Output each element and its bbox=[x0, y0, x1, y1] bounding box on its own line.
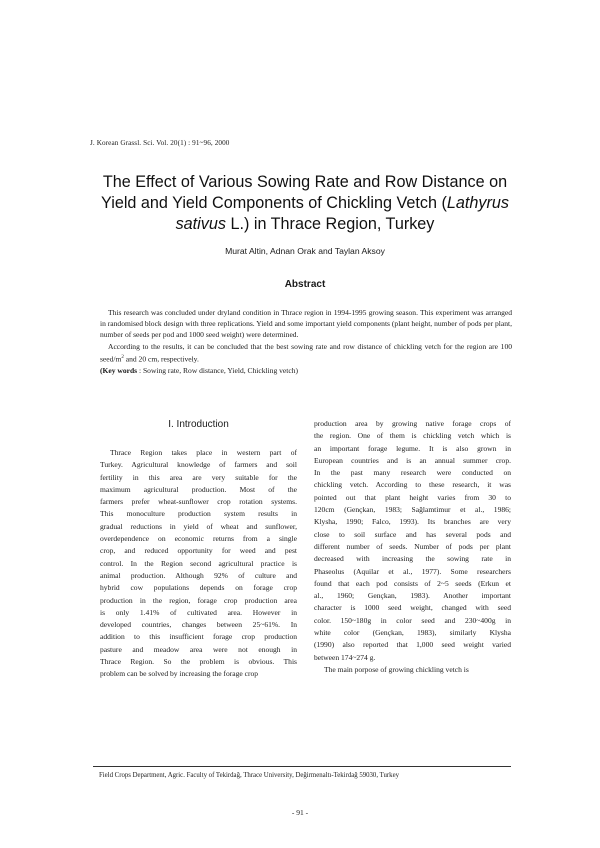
text-line: 120cm (Gençkan, 1983; Sağlamtimur et al., 1986; bbox=[314, 505, 511, 515]
text-line: problem can be solved by increasing the forage crop bbox=[100, 669, 259, 679]
paper-title bbox=[70, 172, 540, 235]
text-line: production area by growing native forage crops of bbox=[314, 419, 511, 428]
text-line: color. 150~180g in color seed and 230~400g in bbox=[314, 615, 511, 625]
text-line: Thrace Region. So the problem is obvious. This bbox=[100, 657, 297, 667]
abstract-p2-end: and 20 cm, respectively. bbox=[123, 354, 199, 364]
title-line-2 bbox=[70, 193, 540, 214]
title-genus: Lathyrus bbox=[446, 194, 509, 212]
text-line: gradual reductions in yield of wheat and sunflower, bbox=[100, 521, 297, 531]
text-line: In the past many research were conducted on bbox=[314, 468, 511, 478]
abstract-p2-text: According to the results, it can be concluded that the best sowing rate and row distance of chickling vetch for the region are 100 seed/m bbox=[100, 341, 512, 364]
text-line: is only 1.41% of cultivated area. However in bbox=[100, 607, 297, 617]
text-line: Turkey. Agricultural knowledge of farmers and soil bbox=[100, 460, 297, 470]
keywords bbox=[100, 365, 512, 376]
introduction-left-text bbox=[100, 447, 297, 681]
text-line: the region. One of them is chickling vetch which is bbox=[314, 431, 511, 441]
text-line: found that each pod consists of 2~5 seeds (Erkun et bbox=[314, 578, 511, 588]
text-line: pointed out that plant height varies from 30 to bbox=[314, 492, 511, 502]
text-line: al., 1960; Gençkan, 1983). Another important bbox=[314, 591, 511, 601]
title-line-3-text: L.) in Thrace Region, Turkey bbox=[225, 215, 435, 233]
text-line: European countries and is an annual summer crop. bbox=[314, 455, 511, 465]
introduction-heading: I. Introduction bbox=[168, 419, 229, 430]
text-line: crop, and reduced opportunity for weed and pest bbox=[100, 546, 297, 556]
text-line: chickling vetch. According to these research, it was bbox=[314, 480, 511, 490]
text-line: maximum agricultural production. Most of the bbox=[100, 484, 297, 494]
journal-reference: J. Korean Grassl. Sci. Vol. 20(1) : 91~96, 2000 bbox=[90, 139, 230, 147]
footnote-divider bbox=[93, 766, 511, 767]
text-line: fertility in this area are very suitable for the bbox=[100, 472, 297, 482]
text-line: production in the region, forage crop production area bbox=[100, 595, 297, 605]
keywords-text: : Sowing rate, Row distance, Yield, Chickling vetch) bbox=[137, 365, 299, 375]
introduction-right-text bbox=[314, 418, 511, 676]
text-line: Klysha, 1990; Falco, 1993). Its branches are very bbox=[314, 517, 511, 527]
text-line: (1990) also reported that 1,000 seed weight varied bbox=[314, 640, 511, 650]
text-line: hybrid cow populations depends on forage crop bbox=[100, 583, 297, 593]
page-number: - 91 - bbox=[291, 808, 309, 817]
text-line: white color (Gençkan, 1983), similarly Klysha bbox=[314, 628, 511, 638]
text-line: farmers prefer wheat-sunflower crop rotation systems. bbox=[100, 497, 297, 507]
abstract-paragraph-2 bbox=[100, 341, 512, 365]
text-line: The main porpose of growing chickling vetch is bbox=[324, 664, 469, 674]
text-line: Phaseolus (Aquilar et al., 1977). Some researchers bbox=[314, 566, 511, 576]
text-line: animal production. Although 92% of culture and bbox=[100, 570, 297, 580]
abstract-p2-superscript: 2 bbox=[121, 354, 124, 360]
left-column bbox=[100, 418, 297, 681]
text-line: an important forage legume. It is also grown in bbox=[314, 443, 511, 453]
right-column bbox=[314, 418, 511, 676]
text-line: different number of seeds. Number of pods per plant bbox=[314, 541, 511, 551]
text-line: addition to this insufficient forage crop production bbox=[100, 632, 297, 642]
text-line: overdependence on economic returns from a single bbox=[100, 534, 297, 544]
title-line-2-text: Yield and Yield Components of Chickling Vetch ( bbox=[101, 194, 447, 212]
title-line-3 bbox=[70, 214, 540, 235]
authors: Murat Altin, Adnan Orak and Taylan Aksoy bbox=[225, 246, 385, 256]
text-line: Thrace Region takes place in western part of bbox=[110, 448, 297, 457]
text-line: close to soil surface and has several pods and bbox=[314, 529, 511, 539]
text-line: decreased with increasing the sowing rate in bbox=[314, 554, 511, 564]
text-line: character is 1000 seed weight, changed with seed bbox=[314, 603, 511, 613]
text-line: between 174~274 g. bbox=[314, 652, 376, 662]
abstract-body bbox=[100, 307, 512, 376]
affiliation-footnote: Field Crops Department, Agric. Faculty of Tekirdağ, Thrace University, Değirmenaltı-Tekirdağ 59030, Turkey bbox=[99, 772, 399, 779]
text-line: pasture and meadow area were not enough in bbox=[100, 644, 297, 654]
title-species: sativus bbox=[175, 215, 226, 233]
text-line: control. In the Region second agricultural practice is bbox=[100, 558, 297, 568]
text-line: This monoculture production system results in bbox=[100, 509, 297, 519]
keywords-label: (Key words bbox=[100, 365, 138, 375]
abstract-heading: Abstract bbox=[284, 279, 326, 290]
text-line: developed countries, changes between 25~61%. In bbox=[100, 620, 297, 630]
title-line-1: The Effect of Various Sowing Rate and Row Distance on bbox=[102, 173, 508, 191]
abstract-paragraph-1: This research was concluded under dryland condition in Thrace region in 1994-1995 growing season. This experiment was arranged in randomised block design with three replications. Yield and some important yield components (plant height, number of pods per plant, number of seeds per pod and 1000 seed weight) were determined. bbox=[100, 308, 512, 340]
